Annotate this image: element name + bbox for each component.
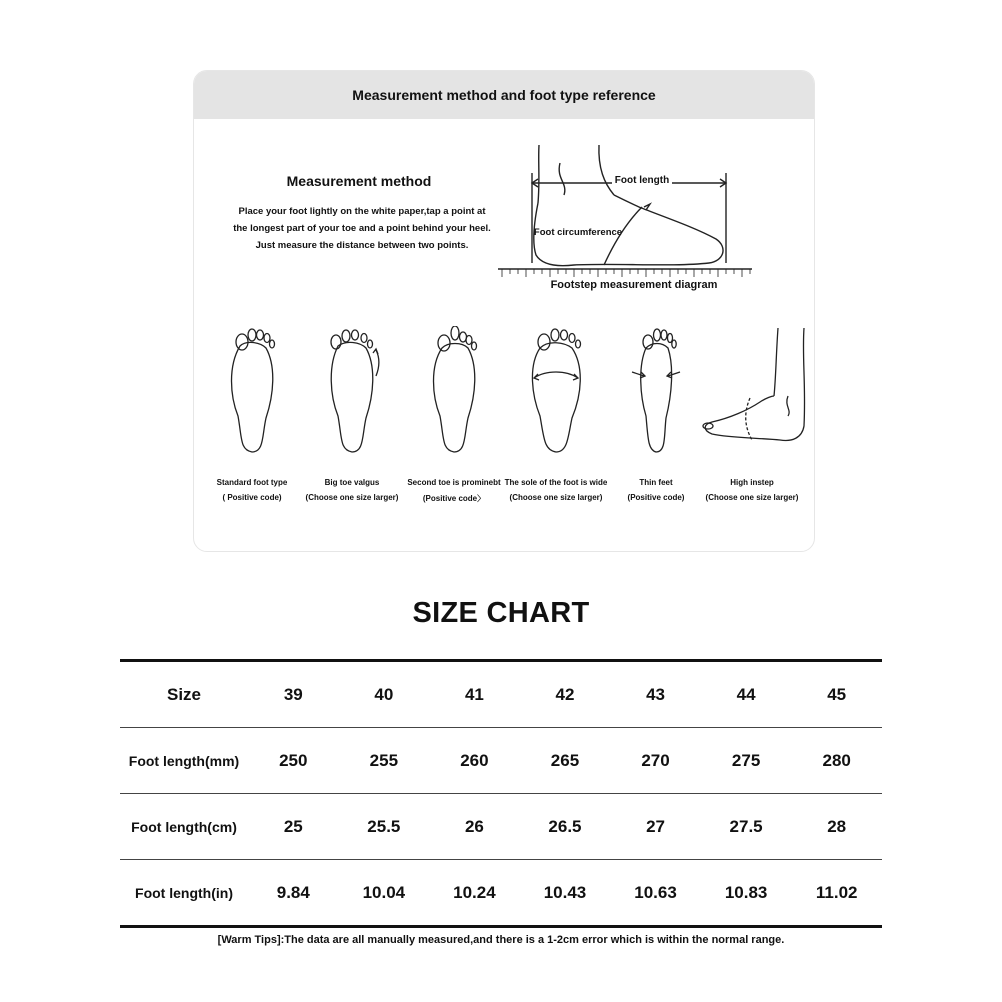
table-cell: 10.04 [339, 860, 430, 927]
table-row [120, 661, 882, 728]
table-cell: 11.02 [791, 860, 882, 927]
foot-type-note: (Choose one size larger) [305, 493, 399, 502]
foot-type-note: (Positive code〉 [422, 494, 486, 503]
foot-type-name: Thin feet [639, 478, 673, 487]
table-cell: 26 [429, 794, 520, 860]
foot-type-name: Second toe is prominebt [407, 478, 501, 487]
foot-circumference-label: Foot circumference [533, 227, 623, 238]
table-cell: 25 [248, 794, 339, 860]
foot-type-name: Standard foot type [216, 478, 288, 487]
foot-types [200, 326, 808, 516]
foot-type-name: The sole of the foot is wide [504, 478, 608, 487]
table-row [120, 860, 882, 927]
table-cell: 41 [429, 661, 520, 728]
method-text: Place your foot lightly on the white paper,tap a point at the longest part of your toe and a point behind your heel. Just measure the distance between two points. [233, 206, 491, 251]
row-label: Foot length(mm) [120, 728, 248, 794]
thin-foot-icon [626, 326, 686, 456]
diagram-caption: Footstep measurement diagram [550, 279, 718, 291]
table-cell: 275 [701, 728, 792, 794]
high-instep-icon [700, 326, 810, 456]
foot-type-item [402, 326, 506, 516]
table-cell: 280 [791, 728, 882, 794]
foot-type-name: High instep [730, 478, 774, 487]
size-chart-table [120, 659, 882, 928]
table-cell: 10.43 [520, 860, 611, 927]
second-toe-prominent-icon [424, 326, 484, 456]
warm-tips: [Warm Tips]:The data are all manually measured,and there is a 1-2cm error which is within the normal range. [217, 934, 785, 946]
table-cell: 10.63 [610, 860, 701, 927]
table-cell: 45 [791, 661, 882, 728]
table-cell: 10.83 [701, 860, 792, 927]
foot-type-item [604, 326, 708, 516]
foot-type-item [200, 326, 304, 516]
table-cell: 39 [248, 661, 339, 728]
foot-type-note: (Choose one size larger) [509, 493, 603, 502]
table-row [120, 794, 882, 860]
reference-card [193, 70, 815, 552]
table-cell: 43 [610, 661, 701, 728]
table-cell: 250 [248, 728, 339, 794]
standard-foot-icon [222, 326, 282, 456]
table-cell: 260 [429, 728, 520, 794]
foot-type-note: (Positive code) [627, 493, 685, 502]
table-cell: 25.5 [339, 794, 430, 860]
table-cell: 270 [610, 728, 701, 794]
table-cell: 42 [520, 661, 611, 728]
reference-header: Measurement method and foot type reference [194, 71, 814, 119]
table-cell: 26.5 [520, 794, 611, 860]
foot-type-note: ( Positive code) [222, 493, 282, 502]
table-cell: 27.5 [701, 794, 792, 860]
table-cell: 28 [791, 794, 882, 860]
foot-type-note: (Choose one size larger) [705, 493, 799, 502]
table-cell: 9.84 [248, 860, 339, 927]
row-label: Foot length(cm) [120, 794, 248, 860]
table-row [120, 728, 882, 794]
foot-type-item [700, 326, 804, 516]
table-cell: 40 [339, 661, 430, 728]
table-cell: 27 [610, 794, 701, 860]
table-cell: 10.24 [429, 860, 520, 927]
foot-type-name: Big toe valgus [324, 478, 380, 487]
table-cell: 44 [701, 661, 792, 728]
wide-sole-icon [526, 326, 586, 456]
method-title: Measurement method [286, 173, 432, 189]
foot-length-label: Foot length [614, 175, 670, 186]
row-label: Foot length(in) [120, 860, 248, 927]
foot-type-item [504, 326, 608, 516]
big-toe-valgus-icon [322, 326, 382, 456]
table-cell: 265 [520, 728, 611, 794]
row-label: Size [120, 661, 248, 728]
table-cell: 255 [339, 728, 430, 794]
foot-type-item [300, 326, 404, 516]
size-chart-title: SIZE CHART [412, 597, 590, 629]
